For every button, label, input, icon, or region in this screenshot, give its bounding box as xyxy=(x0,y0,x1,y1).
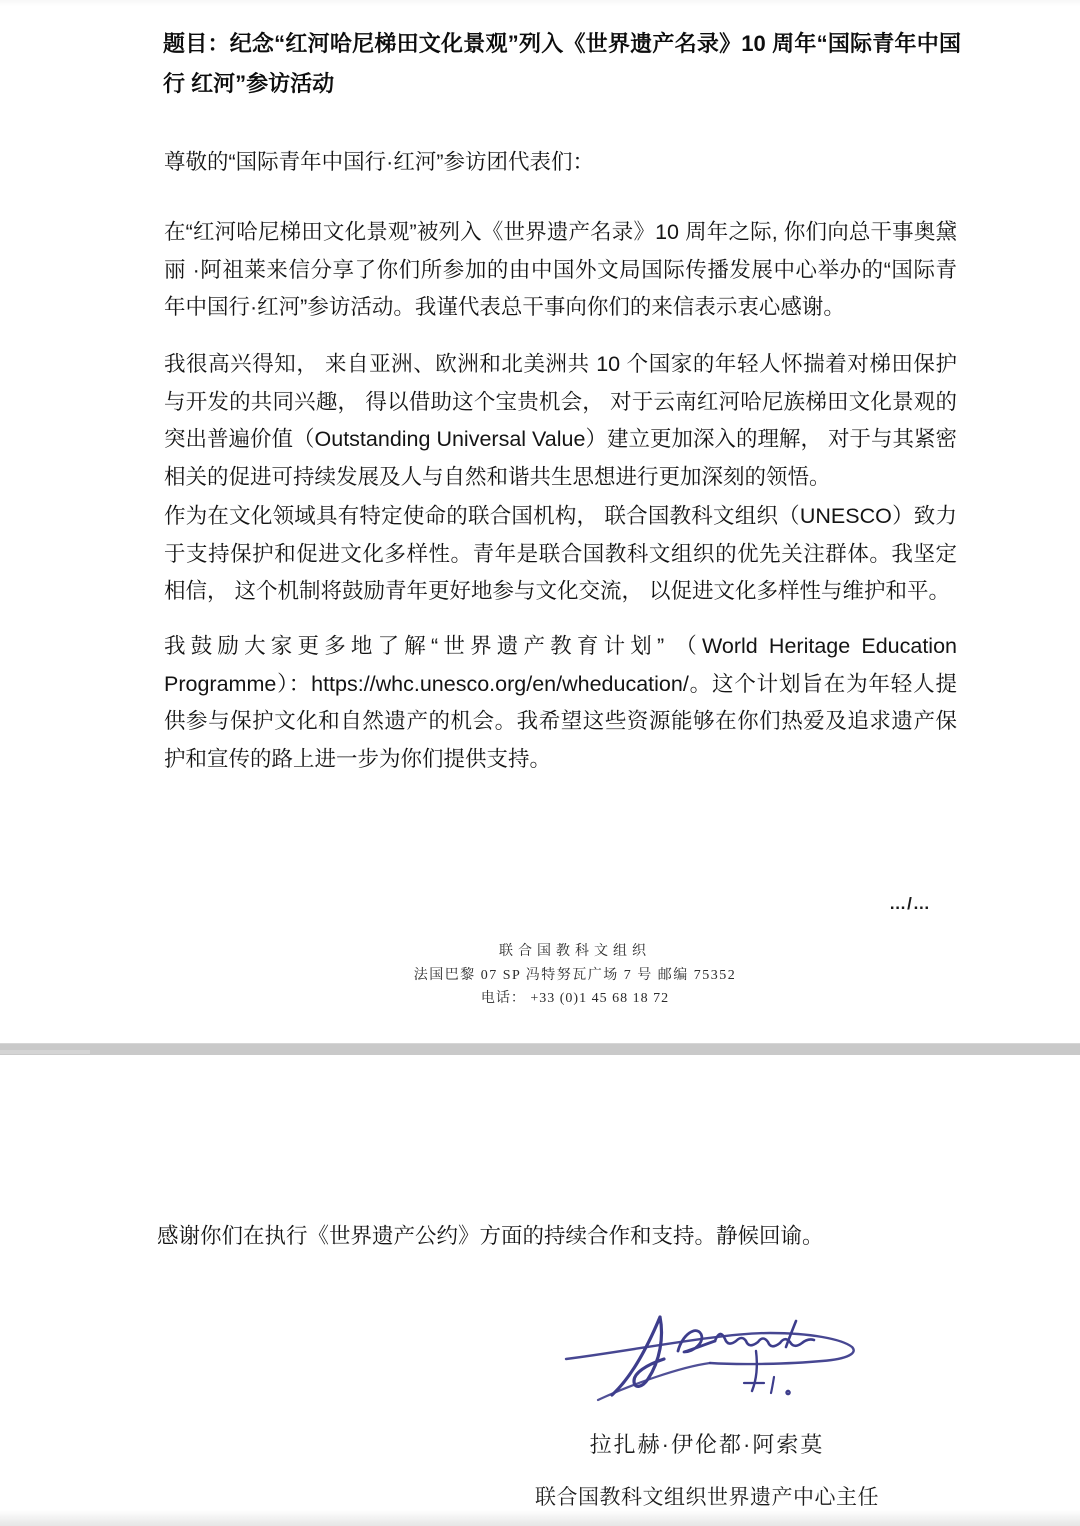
scan-edge-shade-top xyxy=(0,0,1080,6)
paragraph-1: 在“红河哈尼梯田文化景观”被列入《世界遗产名录》10 周年之际, 你们向总干事奥黛丽 ·阿祖莱来信分享了你们所参加的由中国外文局国际传播发展中心举办的“国际青年中国行·红河”参访活动。我谨代表总干事向你们的来信表示衷心感谢。 xyxy=(164,220,957,319)
continuation-marker: …/… xyxy=(889,894,931,913)
salutation-line: 尊敬的“国际青年中国行·红河”参访团代表们： xyxy=(164,150,594,174)
page-separator-band xyxy=(0,1043,1080,1055)
scan-edge-shade-bottom xyxy=(0,1510,1080,1526)
footer-address: 法国巴黎 07 SP 冯特努瓦广场 7 号 邮编 75352 xyxy=(413,968,737,983)
letterhead-footer xyxy=(180,940,970,1007)
signature-ink xyxy=(560,1303,882,1418)
signatory-title: 联合国教科文组织世界遗产中心主任 xyxy=(535,1486,879,1509)
scan-artifact-streak xyxy=(0,1050,90,1054)
footer-organization: 联合国教科文组织 xyxy=(499,944,651,959)
paragraph-4: 我鼓励大家更多地了解“世界遗产教育计划” （World Heritage Education Programme）：https://whc.unesco.org/en/wheducation/。这个计划旨在为年轻人提供参与保护文化和自然遗产的机会。我希望这些资源能够在你们热爱及追求遗产保护和宣传的路上进一步为你们提供支持。 xyxy=(164,634,957,771)
signatory-name: 拉扎赫·伊伦都·阿索莫 xyxy=(589,1432,825,1457)
paragraph-3: 作为在文化领域具有特定使命的联合国机构， 联合国教科文组织（UNESCO）致力于支持保护和促进文化多样性。青年是联合国教科文组织的优先关注群体。我坚定相信， 这个机制将鼓励青年更好地参与文化交流， 以促进文化多样性与维护和平。 xyxy=(164,504,957,603)
document-title: 题目：纪念“红河哈尼梯田文化景观”列入《世界遗产名录》10 周年“国际青年中国行 红河”参访活动 xyxy=(163,31,961,96)
signature-image xyxy=(560,1303,882,1418)
closing-line: 感谢你们在执行《世界遗产公约》方面的持续合作和支持。静候回谕。 xyxy=(157,1224,824,1248)
paragraph-2: 我很高兴得知， 来自亚洲、欧洲和北美洲共 10 个国家的年轻人怀揣着对梯田保护与开发的共同兴趣， 得以借助这个宝贵机会， 对于云南红河哈尼族梯田文化景观的突出普遍价值（Outstanding Universal Value）建立更加深入的理解， 对于与其紧密相关的促进可持续发展及人与自然和谐共生思想进行更加深刻的领悟。 xyxy=(164,352,957,489)
footer-phone: 电话： +33 (0)1 45 68 18 72 xyxy=(480,991,670,1006)
